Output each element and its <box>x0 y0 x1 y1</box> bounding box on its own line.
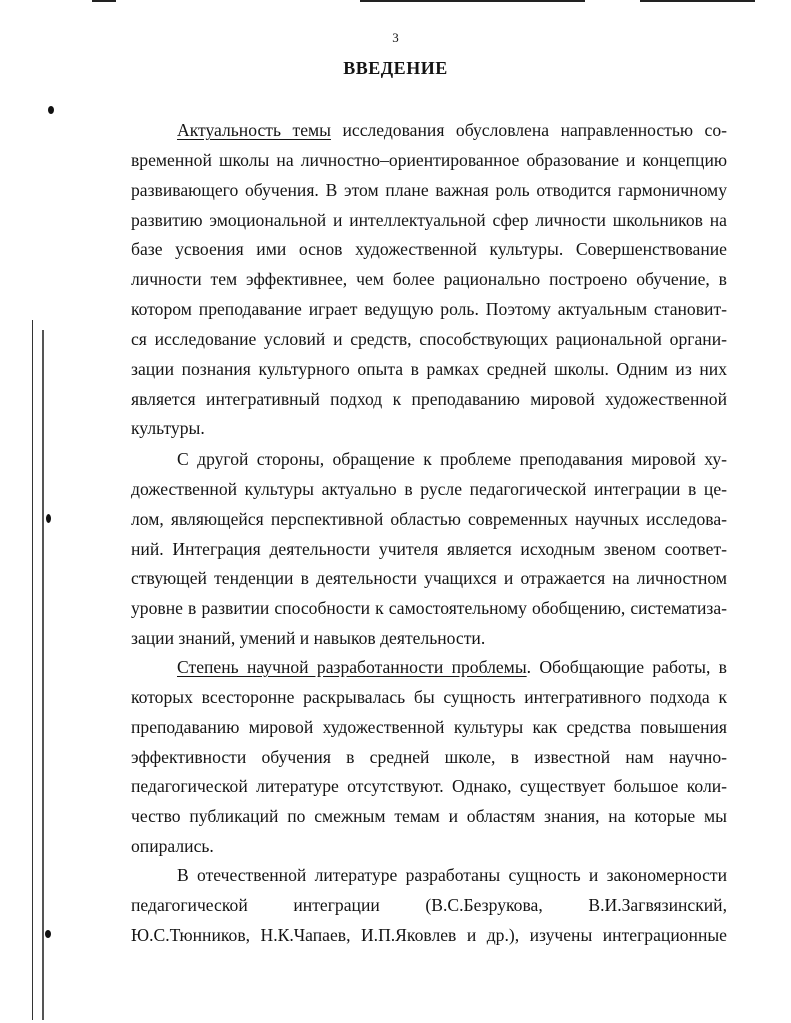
text-line: чество публикаций по смежным темам и областям знания, на которые мы <box>131 806 727 827</box>
text-line: является интегративный подход к преподаванию мировой художественной <box>131 388 727 409</box>
text-line: В отечественной литературе разработаны сущность и закономерности <box>177 865 727 885</box>
text-line: С другой стороны, обращение к проблеме преподавания мировой ху- <box>177 449 727 469</box>
scan-edge-line <box>640 0 755 2</box>
section-term-relevance: Актуальность темы <box>177 120 331 140</box>
text-line: личности тем эффективнее, чем более рационально построено обучение, в <box>131 269 727 290</box>
text-line: которых всесторонне раскрывалась бы сущность интегративного подхода к <box>131 686 727 707</box>
text-line: эффективности обучения в средней школе, в известной нам научно- <box>131 746 727 767</box>
text-line: Актуальность темы исследования обусловлена направленностью со- <box>177 120 727 140</box>
text-line: Ю.С.Тюнников, Н.К.Чапаев, И.П.Яковлев и др.), изучены интеграционные <box>131 924 727 945</box>
text-line: зации знаний, умений и навыков деятельности. <box>131 628 486 649</box>
binding-hole-mark <box>46 514 51 523</box>
text-line: преподаванию мировой художественной культуры как средства повышения <box>131 716 727 737</box>
text-line: уровне в развитии способности к самостоятельному обобщению, систематиза- <box>131 598 727 619</box>
text-line: котором преподавание играет ведущую роль. Поэтому актуальным становит- <box>131 299 727 320</box>
paragraph-domestic-literature <box>131 861 727 951</box>
paragraph-research-degree <box>131 653 727 862</box>
text-line: педагогической интеграции (В.С.Безрукова, В.И.Загвязинский, <box>131 894 727 915</box>
scan-edge-line <box>92 0 116 2</box>
page-number: 3 <box>392 30 399 45</box>
text-line: зации познания культурного опыта в рамках средней школы. Одним из них <box>131 358 727 379</box>
text-line: развивающего обучения. В этом плане важная роль отводится гармоничному <box>131 179 727 200</box>
text-line: базе усвоения ими основ художественной культуры. Совершенствование <box>131 239 727 260</box>
binding-margin-line <box>42 330 44 1020</box>
text-line: ся исследование условий и средств, способствующих рациональной органи- <box>131 328 727 349</box>
text-line: развитию эмоциональной и интеллектуальной сфер личности школьников на <box>131 209 727 230</box>
text-line: педагогической литературе отсутствуют. Однако, существует большое коли- <box>131 776 727 797</box>
paragraph-integration <box>131 445 727 654</box>
section-term-research-degree: Степень научной разработанности проблемы <box>177 657 527 677</box>
binding-margin-line <box>32 320 33 1020</box>
text-line: лом, являющейся перспективной областью современных научных исследова- <box>131 508 727 529</box>
binding-hole-mark <box>45 930 51 938</box>
binding-hole-mark <box>48 106 54 114</box>
text-line: временной школы на личностно–ориентированное образование и концепцию <box>131 149 727 170</box>
scan-edge-line <box>360 0 585 2</box>
text-line: Степень научной разработанности проблемы. Обобщающие работы, в <box>177 657 727 677</box>
text-line: опирались. <box>131 836 214 857</box>
text-line: дожественной культуры актуально в русле педагогической интеграции в це- <box>131 478 727 499</box>
paragraph-relevance <box>131 116 727 444</box>
text-line: культуры. <box>131 418 205 439</box>
section-heading: ВВЕДЕНИЕ <box>343 58 448 78</box>
text-line: ствующей тенденции в деятельности учащихся и отражается на личностном <box>131 568 727 589</box>
text-line: ний. Интеграция деятельности учителя является исходным звеном соответ- <box>131 538 727 559</box>
